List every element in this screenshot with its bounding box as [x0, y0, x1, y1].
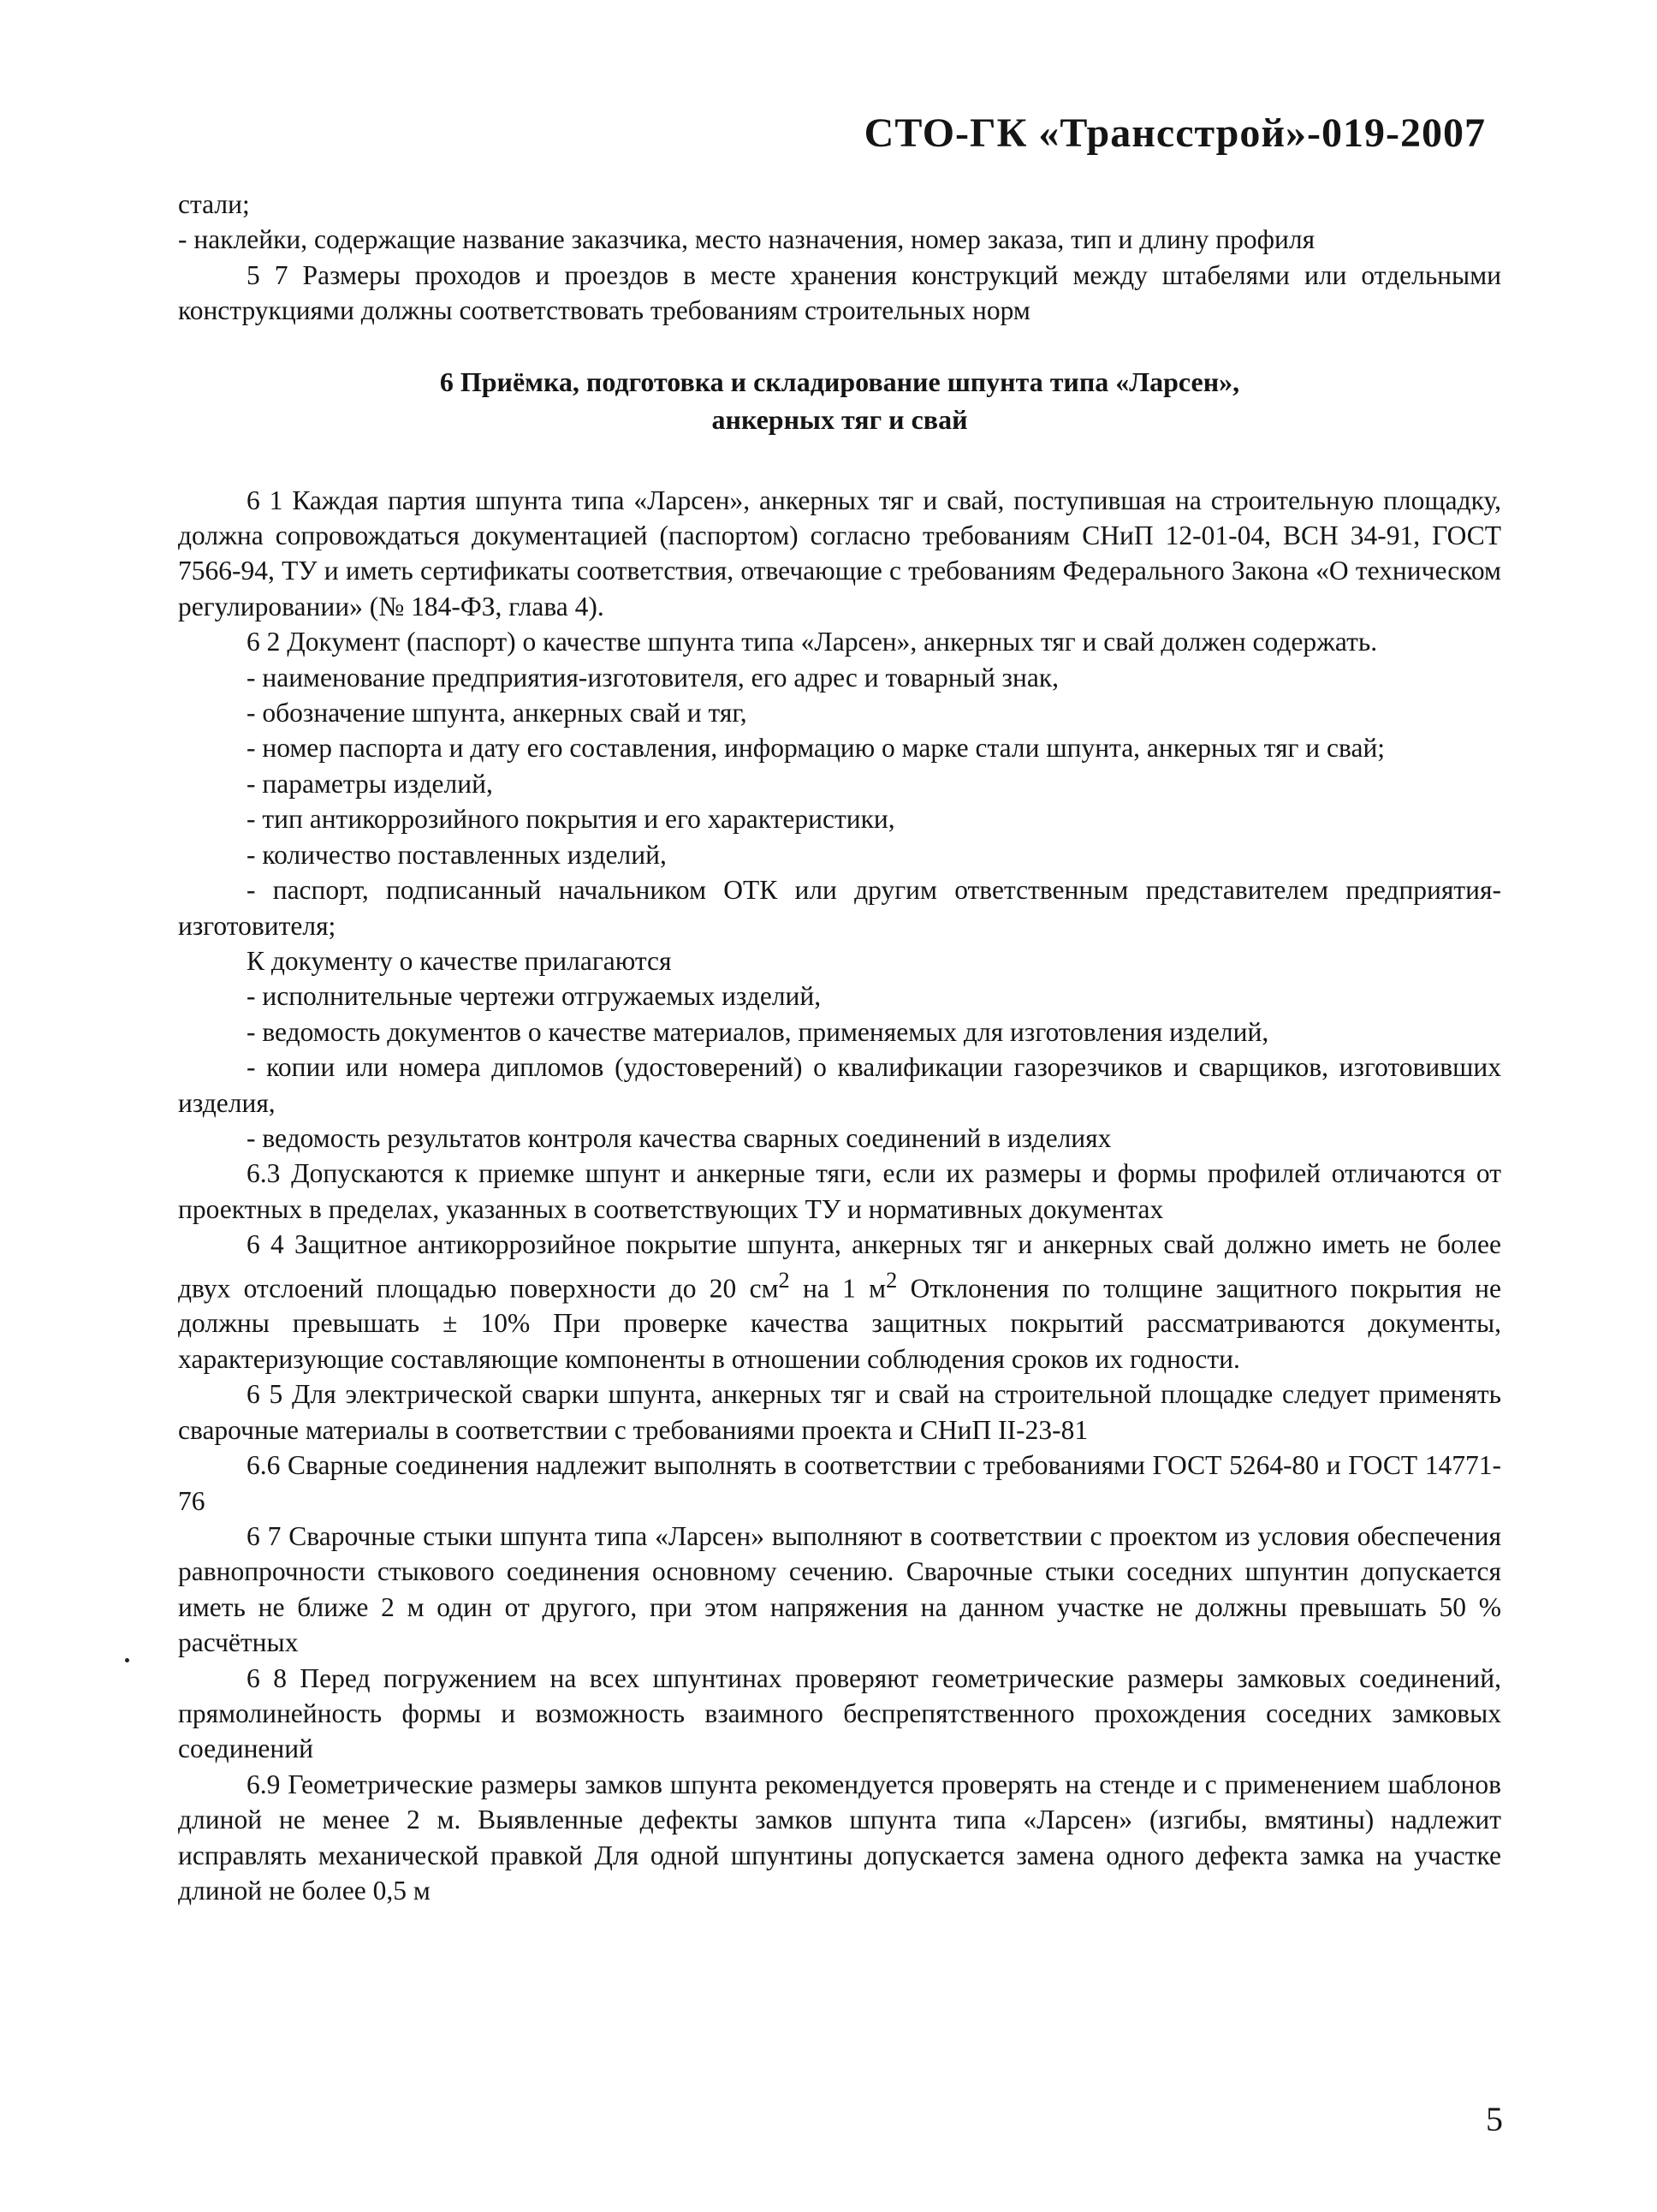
paragraph-6-5: 6 5 Для электрической сварки шпунта, анкерных тяг и свай на строительной площадке следует применять сварочные материалы в соответствии с требованиями проекта и СНиП II-23-81 — [178, 1379, 1501, 1445]
paragraph-6-8: 6 8 Перед погружением на всех шпунтинах проверяют геометрические размеры замковых соединений, прямолинейность формы и возможность взаимного беспрепятственного прохождения соседних замковых соединений — [178, 1662, 1501, 1764]
paragraph-6-9: 6.9 Геометрические размеры замков шпунта рекомендуется проверять на стенде и с применением шаблонов длиной не менее 2 м. Выявленные дефекты замков шпунта типа «Ларсен» (изгибы, вмятины) надлежит исправлять механической правкой Для одной шпунтины допускается замена одного дефекта замка на участке длиной не более 0,5 м — [178, 1769, 1501, 1906]
superscript-2: 2 — [886, 1267, 898, 1293]
list-item: - обозначение шпунта, анкерных свай и тяг, — [246, 698, 747, 728]
paragraph-5-7: 5 7 Размеры проходов и проездов в месте хранения конструкций между штабелями или отдельными конструкциями должны соответствовать требованиям строительных норм — [178, 259, 1501, 326]
paragraph-6-4-part1: 6 4 Защитное антикоррозийное покрытие шпунта, анкерных тяг и анкерных свай должно иметь не более двух отслоений площадью поверхности до 20 см — [178, 1229, 1501, 1304]
paragraph-6-4 — [178, 1227, 1501, 1377]
paragraph-6-2: 6 2 Документ (паспорт) о качестве шпунта типа «Ларсен», анкерных тяг и свай должен содержать. — [246, 627, 1378, 657]
paragraph-6-7: 6 7 Сварочные стыки шпунта типа «Ларсен» выполняют в соответствии с проектом из условия обеспечения равнопрочности стыкового соединения основному сечению. Сварочные стыки соседних шпунтин допускается иметь не ближе 2 м один от другого, при этом напряжения на данном участке не должны превышать 50 % расчётных — [178, 1520, 1501, 1658]
list-item: - копии или номера дипломов (удостоверений) о квалификации газорезчиков и сварщиков, изготовивших изделия, — [178, 1052, 1501, 1118]
section-6-title-line1: 6 Приёмка, подготовка и складирование шпунта типа «Ларсен», — [439, 366, 1240, 397]
list-item: - параметры изделий, — [246, 768, 493, 799]
superscript-2: 2 — [778, 1267, 790, 1293]
list-item: - номер паспорта и дату его составления, информацию о марке стали шпунта, анкерных тяг и свай; — [246, 733, 1386, 764]
document-code-header: СТО-ГК «Трансстрой»-019-2007 — [864, 110, 1486, 156]
list-item-stickers: - наклейки, содержащие название заказчика, место назначения, номер заказа, тип и длину профиля — [178, 224, 1316, 255]
scan-speck — [125, 1658, 129, 1662]
page-number: 5 — [1486, 2100, 1503, 2138]
paragraph-6-6: 6.6 Сварные соединения надлежит выполнять в соответствии с требованиями ГОСТ 5264-80 и ГОСТ 14771-76 — [178, 1450, 1501, 1516]
paragraph-6-1: 6 1 Каждая партия шпунта типа «Ларсен», анкерных тяг и свай, поступившая на строительную площадку, должна сопровождаться документацией (паспортом) согласно требованиям СНиП 12-01-04, ВСН 34-91, ГОСТ 7566-94, ТУ и иметь сертификаты соответствия, отвечающие с требованиям Федерального Закона «О техническом регулировании» (№ 184-ФЗ, глава 4). — [178, 485, 1501, 621]
list-item: - паспорт, подписанный начальником ОТК или другим ответственным представителем предприятия-изготовителя; — [178, 875, 1501, 941]
attachments-intro: К документу о качестве прилагаются — [246, 945, 672, 976]
text-line-steel: стали; — [178, 189, 250, 219]
paragraph-6-3: 6.3 Допускаются к приемке шпунт и анкерные тяги, если их размеры и формы профилей отличаются от проектных в пределах, указанных в соответствующих ТУ и нормативных документах — [178, 1158, 1501, 1224]
list-item: - тип антикоррозийного покрытия и его характеристики, — [246, 804, 895, 835]
list-item: - наименование предприятия-изготовителя, его адрес и товарный знак, — [246, 662, 1060, 693]
list-item: - исполнительные чертежи отгружаемых изделий, — [246, 981, 822, 1012]
paragraph-6-4-part2: на 1 м — [789, 1273, 887, 1304]
paragraph-6-4-part3: Отклонения по толщине защитного покрытия не должны превышать ± 10% При проверке качества защитных покрытий рассматриваются документы, характеризующие составляющие компоненты в отношении соблюдения сроков их годности. — [178, 1273, 1501, 1374]
section-6-heading — [178, 363, 1501, 438]
list-item: - количество поставленных изделий, — [246, 839, 667, 870]
section-6-title-line2: анкерных тяг и свай — [711, 403, 968, 435]
list-item: - ведомость документов о качестве материалов, применяемых для изготовления изделий, — [246, 1016, 1269, 1047]
list-item: - ведомость результатов контроля качества сварных соединений в изделиях — [246, 1122, 1112, 1153]
document-body — [178, 187, 1501, 1908]
